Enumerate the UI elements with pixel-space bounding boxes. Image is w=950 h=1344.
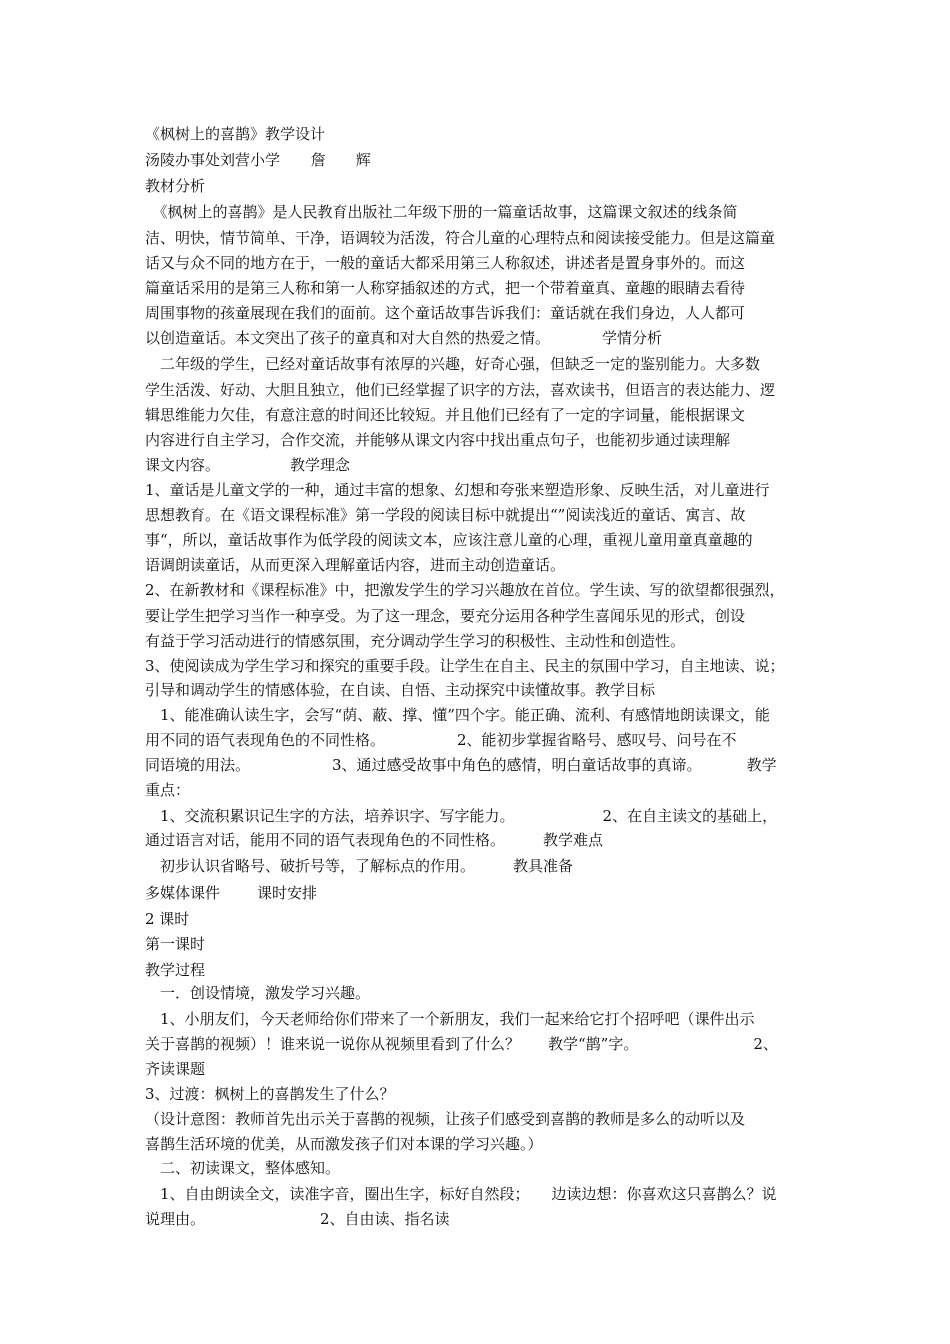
text-line (145, 830, 603, 850)
text-segment: 2、 (753, 1035, 778, 1053)
text-segment: 2、在自主读文的基础上， (602, 807, 778, 825)
text-segment: 要让学生把学习当作一种享受。为了这一理念，要充分运用各种学生喜闻乐见的形式，创设 (145, 607, 746, 625)
text-segment: 3、使阅读成为学生学习和探究的重要手段。让学生在自主、民主的氛围中学习，自主地读、说； (145, 657, 785, 675)
text-line (145, 680, 655, 700)
text-segment: 2、自由读、指名读 (320, 1210, 450, 1228)
text-line (145, 580, 785, 600)
text-segment: 同语境的用法。 (145, 756, 251, 774)
text-segment: 2、在新教材和《课程标准》中，把激发学生的学习兴趣放在首位。学生读、写的欲望都很强烈， (145, 581, 785, 599)
text-segment: 一．创设情境，激发学习兴趣。 (145, 984, 371, 1002)
text-segment: 1、能准确认读生字，会写“荫、蔽、撑、懂”四个字。能正确、流利、有感情地朗读课文，能 (145, 706, 770, 724)
text-segment: 教学难点 (543, 831, 604, 849)
text-line (145, 555, 565, 575)
text-line (145, 730, 737, 750)
text-line (145, 253, 745, 273)
text-segment: 说理由。 (145, 1210, 206, 1228)
text-line (145, 430, 730, 450)
text-line (145, 856, 573, 876)
text-segment: 通过语言对话，能用不同的语气表现角色的不同性格。 (145, 831, 506, 849)
text-segment: 《枫树上的喜鹊》是人民教育出版社二年级下册的一篇童话故事，这篇课文叙述的线条简 (145, 203, 738, 221)
text-segment: 3、过渡：枫树上的喜鹊发生了什么？ (145, 1085, 395, 1103)
text-line (145, 303, 745, 323)
text-segment: 2 课时 (145, 910, 190, 928)
text-line (145, 202, 738, 222)
text-line (145, 960, 205, 980)
text-segment: 学生活泼、好动、大胆且独立，他们已经掌握了识字的方法，喜欢读书，但语言的表达能力、逻 (145, 381, 776, 399)
text-segment: 洁、明快，情节简单、干净，语调较为活泼，符合儿童的心理特点和阅读接受能力。但是这篇童 (145, 229, 776, 247)
document-title: 《枫树上的喜鹊》教学设计 (145, 125, 326, 143)
text-line (145, 380, 775, 400)
text-segment: 教学“鹊”字。 (548, 1035, 639, 1053)
text-line (145, 656, 785, 676)
text-line (145, 228, 775, 248)
text-segment: 重点： (145, 781, 191, 799)
text-line (145, 1059, 205, 1079)
author-school: 汤陵办事处刘营小学 (145, 151, 281, 169)
author-line (145, 150, 371, 170)
text-line (145, 1034, 778, 1054)
text-line (145, 909, 189, 929)
text-line (145, 1158, 340, 1178)
text-line (145, 806, 777, 826)
text-segment: 内容进行自主学习，合作交流，并能够从课文内容中找出重点句子，也能初步通过读理解 (145, 431, 731, 449)
text-segment: 二年级的学生，已经对童话故事有浓厚的兴趣，好奇心强，但缺乏一定的鉴别能力。大多数 (145, 355, 761, 373)
text-segment: 篇童话采用的是第三人称和第一人称穿插叙述的方式，把一个带着童真、童趣的眼睛去看待 (145, 279, 746, 297)
text-segment: 有益于学习活动进行的情感氛围，充分调动学生学习的积极性、主动性和创造性。 (145, 632, 686, 650)
text-segment: 课文内容。 (145, 456, 221, 474)
text-segment: 初步认识省略号、破折号等，了解标点的作用。 (145, 857, 476, 875)
text-line (145, 455, 350, 475)
text-segment: 教材分析 (145, 177, 206, 195)
text-segment: 齐读课题 (145, 1060, 206, 1078)
text-segment: 边读边想：你喜欢这只喜鹊么？说 (551, 1185, 777, 1203)
text-segment: 教具准备 (513, 857, 574, 875)
text-segment: 辑思维能力欠佳，有意注意的时间还比较短。并且他们已经有了一定的字词量，能根据课文 (145, 406, 746, 424)
text-line (145, 176, 205, 196)
text-segment: 教学过程 (145, 961, 206, 979)
text-line (145, 530, 753, 550)
text-segment: 周围事物的孩童展现在我们的面前。这个童话故事告诉我们：童话就在我们身边，人人都可 (145, 304, 746, 322)
text-line (145, 505, 745, 525)
text-line (145, 883, 317, 903)
text-segment: 教学目标 (595, 681, 656, 699)
text-line (145, 354, 760, 374)
text-segment: （设计意图：教师首先出示关于喜鹊的视频，让孩子们感受到喜鹊的教师是多么的动听以及 (145, 1110, 746, 1128)
text-segment: 喜鹊生活环境的优美，从而激发孩子们对本课的学习兴趣。） (145, 1135, 543, 1153)
text-line (145, 983, 370, 1003)
text-segment: 1、小朋友们，今天老师给你们带来了一个新朋友，我们一起来给它打个招呼吧（课件出示 (145, 1010, 755, 1028)
text-line (145, 1184, 777, 1204)
text-segment: 二、初读课文，整体感知。 (145, 1159, 341, 1177)
text-segment: 教学 (746, 756, 777, 774)
text-segment: 话又与众不同的地方在于，一般的童话大都采用第三人称叙述，讲述者是置身事外的。而这 (145, 254, 746, 272)
text-segment: 关于喜鹊的视频）！谁来说一说你从视频里看到了什么？ (145, 1035, 521, 1053)
text-segment: 事“，所以，童话故事作为低学段的阅读文本，应该注意儿童的心理，重视儿童用童真童趣的 (145, 531, 753, 549)
text-segment: 课时安排 (257, 884, 318, 902)
text-line (145, 1009, 755, 1029)
text-line (145, 405, 745, 425)
text-line (145, 755, 777, 775)
text-line (145, 631, 685, 651)
text-segment: 1、童话是儿童文学的一种，通过丰富的想象、幻想和夸张来塑造形象、反映生活，对儿童进行 (145, 481, 770, 499)
text-line (145, 606, 745, 626)
text-segment: 语调朗读童话，从而更深入理解童话内容，进而主动创造童话。 (145, 556, 566, 574)
text-segment: 1、自由朗读全文，读准字音，圈出生字，标好自然段； (145, 1185, 530, 1203)
text-segment: 用不同的语气表现角色的不同性格。 (145, 731, 386, 749)
text-line (145, 1209, 450, 1229)
text-segment: 学情分析 (602, 329, 663, 347)
text-line (145, 278, 745, 298)
text-line (145, 1084, 395, 1104)
text-line (145, 705, 770, 725)
text-segment: 引导和调动学生的情感体验，在自读、自悟、主动探究中读懂故事。 (145, 681, 596, 699)
text-line (145, 1109, 745, 1129)
text-line (145, 934, 205, 954)
text-segment: 以创造童话。本文突出了孩子的童真和对大自然的热爱之情。 (145, 329, 551, 347)
text-line (145, 328, 662, 348)
text-line (145, 1134, 543, 1154)
text-segment: 教学理念 (290, 456, 351, 474)
text-segment: 3、通过感受故事中角色的感情，明白童话故事的真谛。 (332, 756, 702, 774)
text-line (145, 480, 770, 500)
text-segment: 思想教育。在《语文课程标准》第一学段的阅读目标中就提出“”阅读浅近的童话、寓言、故 (145, 506, 746, 524)
text-segment: 多媒体课件 (145, 884, 221, 902)
text-line (145, 780, 190, 800)
text-segment: 2、能初步掌握省略号、感叹号、问号在不 (457, 731, 737, 749)
author-name: 詹 辉 (310, 151, 371, 169)
text-segment: 1、交流积累识记生字的方法，培养识字、写字能力。 (145, 807, 515, 825)
text-segment: 第一课时 (145, 935, 206, 953)
